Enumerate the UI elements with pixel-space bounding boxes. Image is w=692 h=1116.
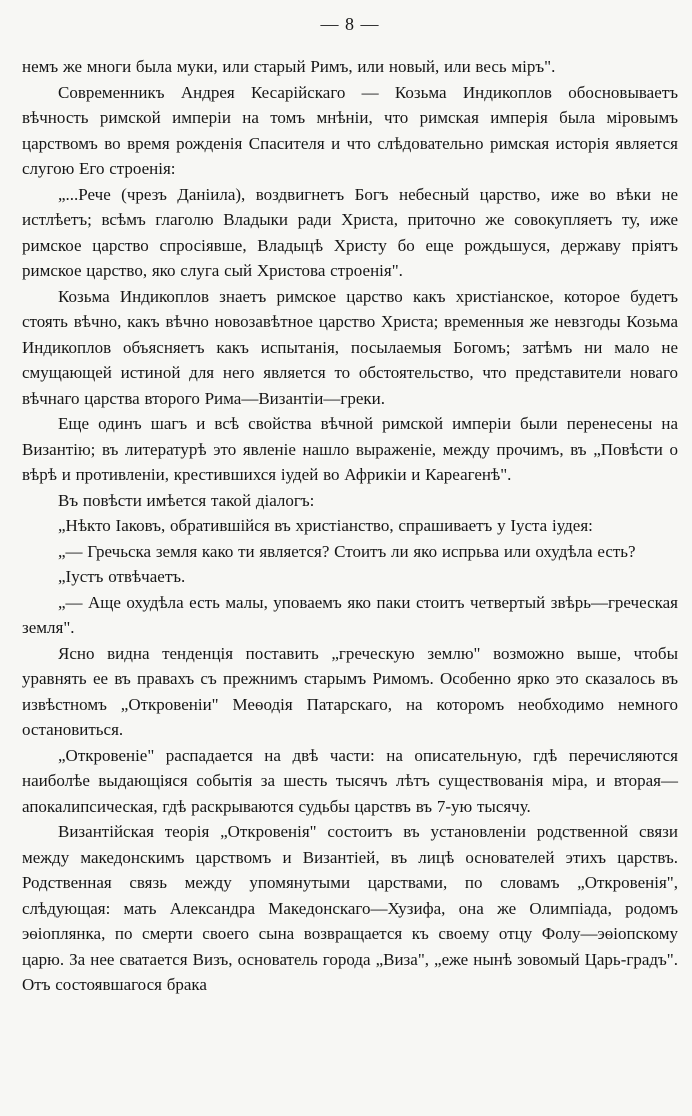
paragraph-quote-daniel: „...Рече (чрезъ Даніила), воздвигнетъ Богъ небесный царство, иже во вѣки не истлѣетъ; всѣмъ глаголю Владыки ради Христа, приточно же совокупляетъ ту, иже римское царство спросіявше, Владыцѣ Христу бо еще рождьшуся, державу пріятъ римское царство, яко слуга сый Христова строенія". <box>22 184 678 280</box>
paragraph-dialogue-iust: „Іустъ отвѣчаетъ. <box>58 567 186 586</box>
paragraph-dialogue-intro: Въ повѣсти имѣется такой діалогъ: <box>58 490 315 510</box>
page-number: — 8 — <box>320 14 380 34</box>
paragraph-greek-land-tendency: Ясно видна тенденція поставить „греческую землю" возможно выше, чтобы уравнять ее въ правахъ съ прежнимъ старымъ Римомъ. Особенно ярко это сказалось въ извѣстномъ „Откровеніи" Меѳодія Патарскаго, на которомъ необходимо немного остановиться. <box>22 643 678 739</box>
paragraph-byzantium-transfer: Еще одинъ шагъ и всѣ свойства вѣчной римской имперіи были перенесены на Византію; въ литературѣ это явленіе нашло выраженіе, между прочимъ, въ „Повѣсти о вѣрѣ и противленіи, крестившихся іудей во Африкіи и Кареагенѣ". <box>22 414 678 484</box>
paragraph-kozma-intro: Современникъ Андрея Кесарійскаго — Козьма Индикоплов обосновываетъ вѣчность римской имперіи на томъ мнѣніи, что римская имперія была міровымъ царствомъ во время рожденія Спасителя и что слѣдовательно римская исторія является слугою Его строенія: <box>22 82 678 178</box>
paragraph-byzantine-theory: Византійская теорія „Откровенія" состоитъ въ установленіи родственной связи между македонскимъ царствомъ и Византіей, въ лицѣ основателей этихъ царствъ. Родственная связь между упомянутыми царствами, по словамъ „Откровенія", слѣдующая: мать Александра Македонскаго—Хузифа, она же Олимпіада, родомъ эѳіоплянка, по смерти своего сына возвращается къ своему отцу Фолу—эѳіопскому царю. За нее сватается Визъ, основатель города „Виза", „еже нынѣ зовомый Царь-градъ". Отъ состоявшагося брака <box>22 822 678 994</box>
paragraph-dialogue-jacob: „Нѣкто Іаковъ, обратившійся въ христіанство, спрашиваетъ у Іуста іудея: <box>58 516 593 535</box>
paragraph-continuation: немъ же многи была муки, или старый Римъ, или новый, или весь міръ". <box>22 57 556 76</box>
paragraph-dialogue-answer: „— Аще охудѣла есть малы, уповаемъ яко паки стоитъ четвертый звѣрь—греческая земля". <box>22 592 678 637</box>
paragraph-revelation-parts: „Откровеніе" распадается на двѣ части: на описательную, гдѣ перечисляются наиболѣе выдающіяся событія за шесть тысячъ лѣтъ существованія міра, и вторая—апокалипсическая, гдѣ раскрываются судьбы царствъ въ 7-ую тысячу. <box>22 745 678 816</box>
paragraph-dialogue-question: „— Гречьска земля како ти является? Стоитъ ли яко испрьва или охудѣла есть? <box>58 541 636 561</box>
paragraph-kozma-christian-kingdom: Козьма Индикоплов знаетъ римское царство какъ христіанское, которое будетъ стоять вѣчно, какъ вѣчно новозавѣтное царство Христа; временныя же невзгоды Козьма Индикоплов объясняетъ какъ испытанія, посылаемыя Богомъ; затѣмъ ни мало не смущающей истиной для него является то обстоятельство, что представители новаго вѣчнаго царства второго Рима—Византіи—греки. <box>22 286 678 408</box>
